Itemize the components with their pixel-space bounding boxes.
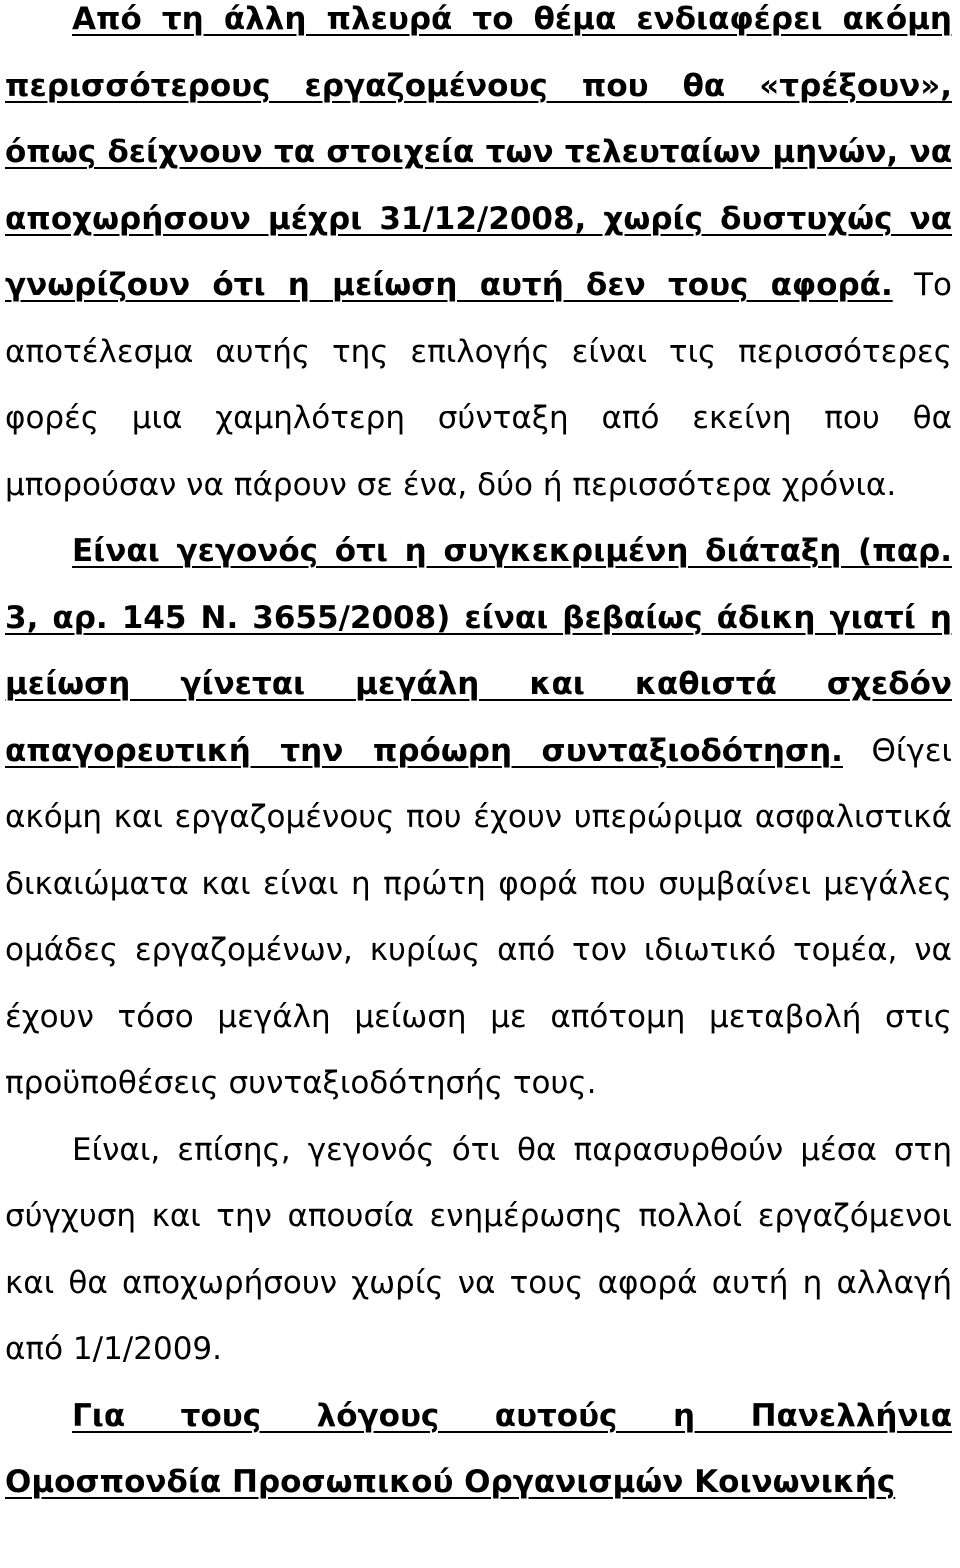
paragraph-3 [5, 1117, 952, 1383]
emphasis-text: Είναι γεγονός ότι η συγκεκριμένη διάταξη (παρ. 3, αρ. 145 Ν. 3655/2008) είναι βεβαίως άδικη γιατί η μείωση γίνεται μεγάλη και καθιστά σχεδόν απαγορευτική την πρόωρη συνταξιοδότηση. [5, 533, 952, 769]
body-text: Είναι, επίσης, γεγονός ότι θα παρασυρθούν μέσα στη σύγχυση και την απουσία ενημέρωσης πολλοί εργαζόμενοι και θα αποχωρήσουν χωρίς να τους αφορά αυτή η αλλαγή από 1/1/2009. [5, 1131, 952, 1367]
paragraph-2 [5, 518, 952, 1117]
body-text: Θίγει ακόμη και εργαζομένους που έχουν υπερώριμα ασφαλιστικά δικαιώματα και είναι η πρώτη φορά που συμβαίνει μεγάλες ομάδες εργαζομένων, κυρίως από τον ιδιωτικό τομέα, να έχουν τόσο μεγάλη μείωση με απότομη μεταβολή στις προϋποθέσεις συνταξιοδότησής τους. [5, 732, 952, 1101]
emphasis-text: Για τους λόγους αυτούς η Πανελλήνια Ομοσπονδία Προσωπικού Οργανισμών Κοινωνικής [5, 1397, 952, 1500]
paragraph-4 [5, 1383, 952, 1516]
paragraph-1 [5, 0, 952, 518]
emphasis-text: Από τη άλλη πλευρά το θέμα ενδιαφέρει ακόμη περισσότερους εργαζομένους που θα «τρέξουν», όπως δείχνουν τα στοιχεία των τελευταίων μηνών, να αποχωρήσουν μέχρι 31/12/2008, χωρίς δυστυχώς να γνωρίζουν ότι η μείωση αυτή δεν τους αφορά. [5, 1, 952, 303]
body-text: Το αποτέλεσμα αυτής της επιλογής είναι τις περισσότερες φορές μια χαμηλότερη σύνταξη από εκείνη που θα μπορούσαν να πάρουν σε ένα, δύο ή περισσότερα χρόνια. [5, 267, 952, 503]
